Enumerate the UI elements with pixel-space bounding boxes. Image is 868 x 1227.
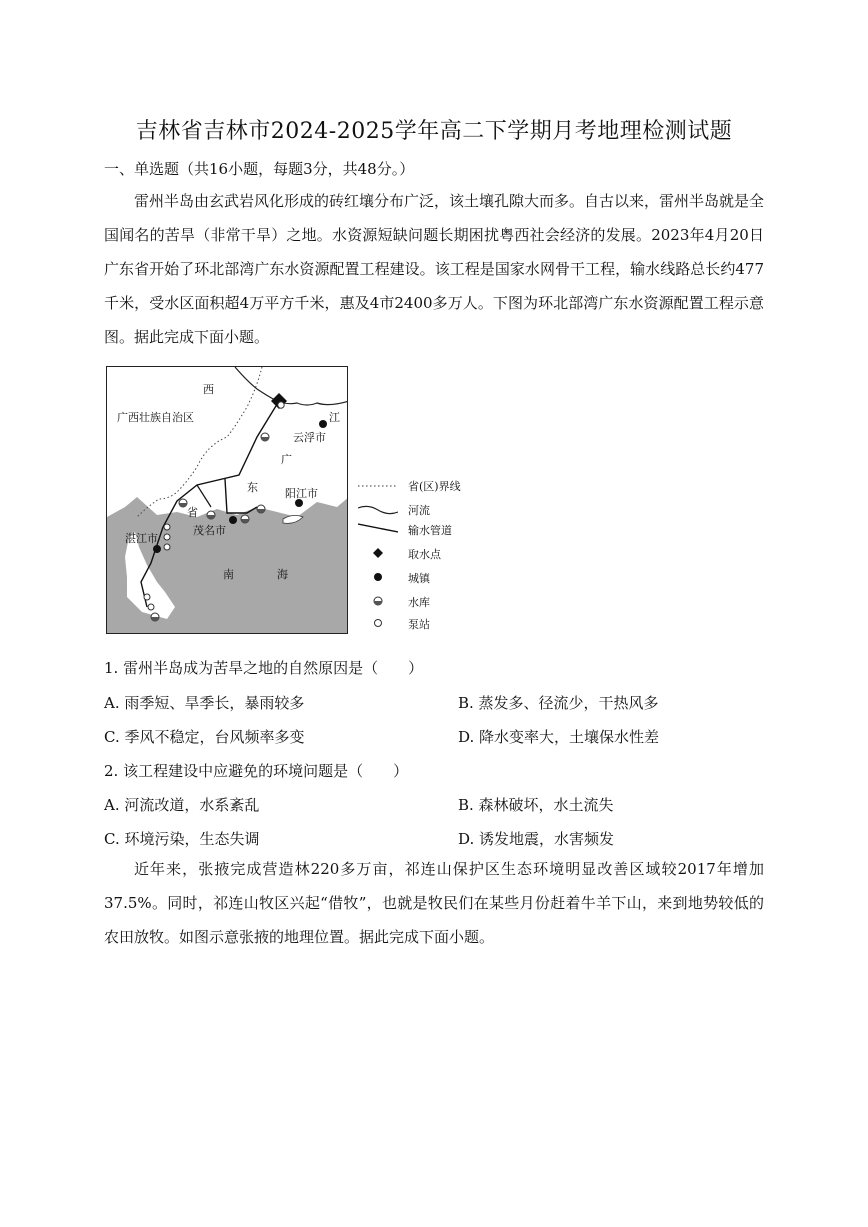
passage-leizhou: 雷州半岛由玄武岩风化形成的砖红壤分布广泛，该土壤孔隙大而多。自古以来，雷州半岛就是全国闻名的苦旱（非常干旱）之地。水资源短缺问题长期困扰粤西社会经济的发展。2023年4月20日广东省开始了环北部湾广东水资源配置工程建设。该工程是国家水网骨干工程，输水线路总长约477千米，受水区面积超4万平方千米，惠及4市2400多万人。下图为环北部湾广东水资源配置工程示意图。据此完成下面小题。: [104, 192, 765, 346]
province-boundary: [137, 367, 262, 517]
label-nan: 南: [223, 568, 234, 581]
pipeline-branch-2: [197, 485, 211, 507]
label-yunfu: 云浮市: [293, 431, 326, 444]
question-2-option-a[interactable]: A. 河流改道，水系紊乱: [104, 796, 260, 814]
legend-label: 水库: [408, 596, 430, 609]
question-1-option-d[interactable]: D. 降水变率大，土壤保水性差: [458, 728, 660, 746]
legend-item-reservoir: [358, 592, 498, 612]
page-title: 吉林省吉林市2024-2025学年高二下学期月考地理检测试题: [135, 119, 733, 144]
legend-label: 取水点: [408, 548, 441, 561]
half-circle-icon: [358, 592, 398, 612]
xi-river: [235, 367, 348, 405]
section-heading: 一、单选题（共16小题，每题3分，共48分。）: [104, 160, 415, 178]
label-hai: 海: [277, 568, 288, 581]
label-yangjiang: 阳江市: [285, 487, 318, 500]
label-xi: 西: [203, 383, 214, 396]
legend-item-pump: [358, 614, 498, 634]
legend-item-town: [358, 568, 498, 588]
town-maoming: [229, 516, 237, 524]
water-project-map: [106, 366, 348, 634]
question-2-option-c[interactable]: C. 环境污染，生态失调: [104, 830, 260, 848]
question-1-option-c[interactable]: C. 季风不稳定，台风频率多变: [104, 728, 305, 746]
legend-label: 泵站: [408, 618, 430, 631]
diamond-icon: [358, 544, 398, 564]
legend-label: 省(区)界线: [408, 480, 461, 493]
question-1-option-a[interactable]: A. 雨季短、旱季长，暴雨较多: [104, 694, 305, 712]
label-dong: 东: [247, 481, 258, 494]
map-legend: [358, 474, 498, 634]
straight-line-icon: [358, 520, 398, 540]
label-jiang: 江: [329, 411, 340, 424]
question-1-stem: 1. 雷州半岛成为苦旱之地的自然原因是（ ）: [104, 659, 424, 677]
question-2-stem: 2. 该工程建设中应避免的环境问题是（ ）: [104, 762, 409, 780]
dotted-line-icon: [358, 476, 398, 496]
label-zhanjiang: 湛江市: [125, 532, 158, 545]
question-1-option-b[interactable]: B. 蒸发多、径流少，干热风多: [458, 694, 659, 712]
wavy-line-icon: [358, 500, 398, 520]
question-2-option-b[interactable]: B. 森林破坏，水土流失: [458, 796, 614, 814]
legend-item-pipeline: [358, 520, 498, 540]
town-yunfu: [319, 420, 327, 428]
legend-item-intake: [358, 544, 498, 564]
label-guang: 广: [281, 453, 292, 466]
label-guangxi: 广西壮族自治区: [117, 411, 194, 424]
filled-circle-icon: [358, 568, 398, 588]
legend-item-river: [358, 500, 498, 520]
town-zhanjiang: [153, 545, 161, 553]
question-2-option-d[interactable]: D. 诱发地震，水害频发: [458, 830, 615, 848]
open-circle-icon: [358, 614, 398, 634]
legend-label: 输水管道: [408, 524, 452, 537]
label-sheng: 省: [187, 506, 198, 519]
passage-zhangye: 近年来，张掖完成营造林220多万亩，祁连山保护区生态环境明显改善区域较2017年增加37.5%。同时，祁连山牧区兴起“借牧”，也就是牧民们在某些月份赶着牛羊下山，来到地势较低的农田放牧。如图示意张掖的地理位置。据此完成下面小题。: [104, 860, 764, 946]
legend-label: 城镇: [408, 572, 430, 585]
legend-label: 河流: [408, 504, 430, 517]
label-maoming: 茂名市: [193, 524, 226, 537]
legend-item-boundary: [358, 476, 498, 496]
